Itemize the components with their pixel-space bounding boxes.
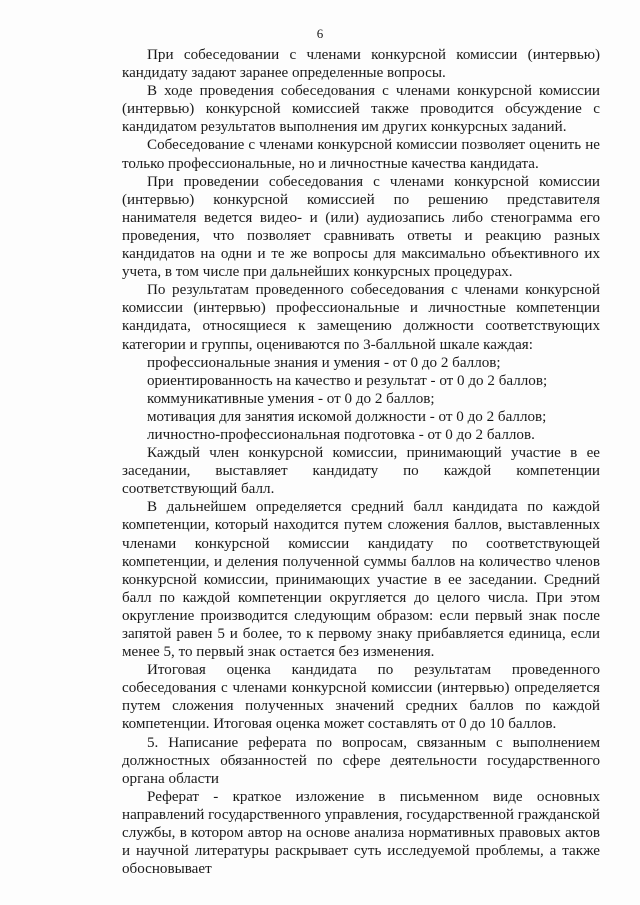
page-number: 6 [316,26,324,41]
paragraph-interview-discussion: В ходе проведения собеседования с членами конкурсной комиссии (интервью) конкурсной комиссией также проводится обсуждение с кандидатом результатов выполнения им других конкурсных заданий. [122,83,600,136]
paragraph-average-score: В дальнейшем определяется средний балл кандидата по каждой компетенции, который находится путем сложения баллов, выставленных членами конкурсной комиссии кандидату по соответствующей компетенции, и деления полученной суммы баллов на количество членов конкурсной комиссии, принимающих участие в ее заседании. Средний балл по каждой компетенции округляется до целого числа. При этом округление производится следующим образом: если первый знак после запятой равен 5 и более, то к первому знаку прибавляется единица, если менее 5, то первый знак остается без изменения. [122,499,600,661]
criterion-item: профессиональные знания и умения - от 0 до 2 баллов; [147,354,501,371]
paragraph-essay-definition: Реферат - краткое изложение в письменном виде основных направлений государственного управления, государственной гражданской службы, в котором автор на основе анализа нормативных правовых актов и научной литературы раскрывает суть исследуемой проблемы, а также обосновывает [122,788,600,878]
paragraph-interview-qualities: Собеседование с членами конкурсной комиссии позволяет оценить не только профессиональные, но и личностные качества кандидата. [122,137,600,172]
paragraph-interview-questions: При собеседовании с членами конкурсной комиссии (интервью) кандидату задают заранее определенные вопросы. [122,47,600,82]
paragraph-interview-recording: При проведении собеседования с членами конкурсной комиссии (интервью) конкурсной комиссией по решению представителя нанимателя ведется видео- и (или) аудиозапись либо стенограмма его проведения, что позволяет сравнивать ответы и реакцию разных кандидатов на одни и те же вопросы для максимально объективного их учета, в том числе при дальнейших конкурсных процедурах. [122,173,600,281]
criterion-item: мотивация для занятия искомой должности - от 0 до 2 баллов; [147,408,547,425]
paragraph-member-score: Каждый член конкурсной комиссии, принимающий участие в ее заседании, выставляет кандидату по каждой компетенции соответствующий балл. [122,445,600,498]
section-heading-essay: 5. Написание реферата по вопросам, связанным с выполнением должностных обязанностей по сфере деятельности государственного органа области [122,734,600,787]
paragraph-final-score: Итоговая оценка кандидата по результатам проведенного собеседования с членами конкурсной комиссии (интервью) определяется путем сложения полученных значений средних баллов по каждой компетенции. Итоговая оценка может составлять от 0 до 10 баллов. [122,662,600,733]
criterion-item: коммуникативные умения - от 0 до 2 баллов; [147,390,435,407]
criterion-item: личностно-профессиональная подготовка - от 0 до 2 баллов. [147,426,535,443]
page-body [122,46,600,878]
paragraph-interview-scale: По результатам проведенного собеседования с членами конкурсной комиссии (интервью) профессиональные и личностные компетенции кандидата, относящиеся к замещению должности соответствующих категории и группы, оцениваются по 3-балльной шкале каждая: [122,282,600,353]
criterion-item: ориентированность на качество и результат - от 0 до 2 баллов; [147,372,548,389]
